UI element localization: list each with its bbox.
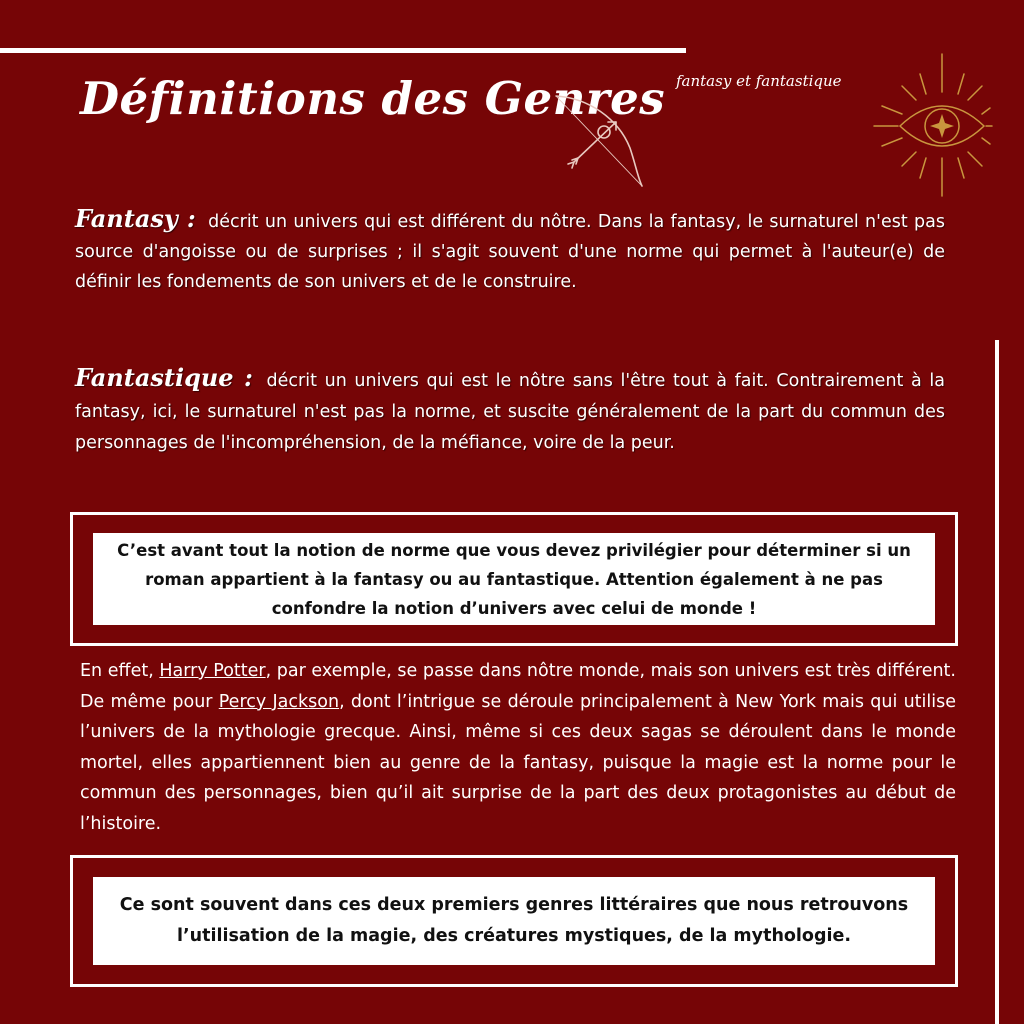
top-divider-line <box>0 48 686 53</box>
example-paragraph <box>80 656 956 839</box>
radiant-eye-icon <box>872 52 994 198</box>
percy-jackson-link[interactable]: Percy Jackson <box>218 691 340 712</box>
page-title: Définitions des Genres <box>80 72 666 125</box>
right-divider-line <box>995 340 999 1024</box>
page-subtitle: fantasy et fantastique <box>676 72 842 90</box>
callout-norme <box>93 533 935 625</box>
fantastique-definition <box>75 362 945 459</box>
example-text-1: En effet, <box>80 661 160 681</box>
fantasy-term: Fantasy : <box>75 204 196 233</box>
harry-potter-link[interactable]: Harry Potter <box>159 661 266 681</box>
example-text-2: , par exemple, se passe dans nôtre monde, mais son univers est très différent. De même pour <box>80 661 956 712</box>
callout-norme-text: C’est avant tout la notion de norme que vous devez privilégier pour déterminer si un roman appartient à la fantasy ou au fantastique. Attention également à ne pas confondre la notion d’univers avec celui de monde ! <box>117 540 911 618</box>
fantastique-text: décrit un univers qui est le nôtre sans l'être tout à fait. Contrairement à la fantasy, ici, le surnaturel n'est pas la norme, et suscite généralement de la part du commun des personnages de l'incompréhension, de la méfiance, voire de la peur. <box>75 371 945 453</box>
fantastique-term: Fantastique : <box>75 363 253 392</box>
fantasy-definition <box>75 204 945 297</box>
callout-magie-text: Ce sont souvent dans ces deux premiers genres littéraires que nous retrouvons l’utilisation de la magie, des créatures mystiques, de la mythologie. <box>119 895 909 946</box>
example-text-3: , dont l’intrigue se déroule principalement à New York mais qui utilise l’univers de la mythologie grecque. Ainsi, même si ces deux sagas se déroulent dans le monde mortel, elles appartiennent bien au genre de la fantasy, puisque la magie est la norme pour le commun des personnages, bien qu’il ait surprise de la part des deux protagonistes au début de l’histoire. <box>80 691 956 834</box>
fantasy-text: décrit un univers qui est différent du nôtre. Dans la fantasy, le surnaturel n'est pas source d'angoisse ou de surprises ; il s'agit souvent d'une norme qui permet à l'auteur(e) de définir les fondements de son univers et de le construire. <box>75 212 945 292</box>
bow-and-arrow-icon <box>548 88 648 190</box>
callout-magie <box>93 877 935 965</box>
